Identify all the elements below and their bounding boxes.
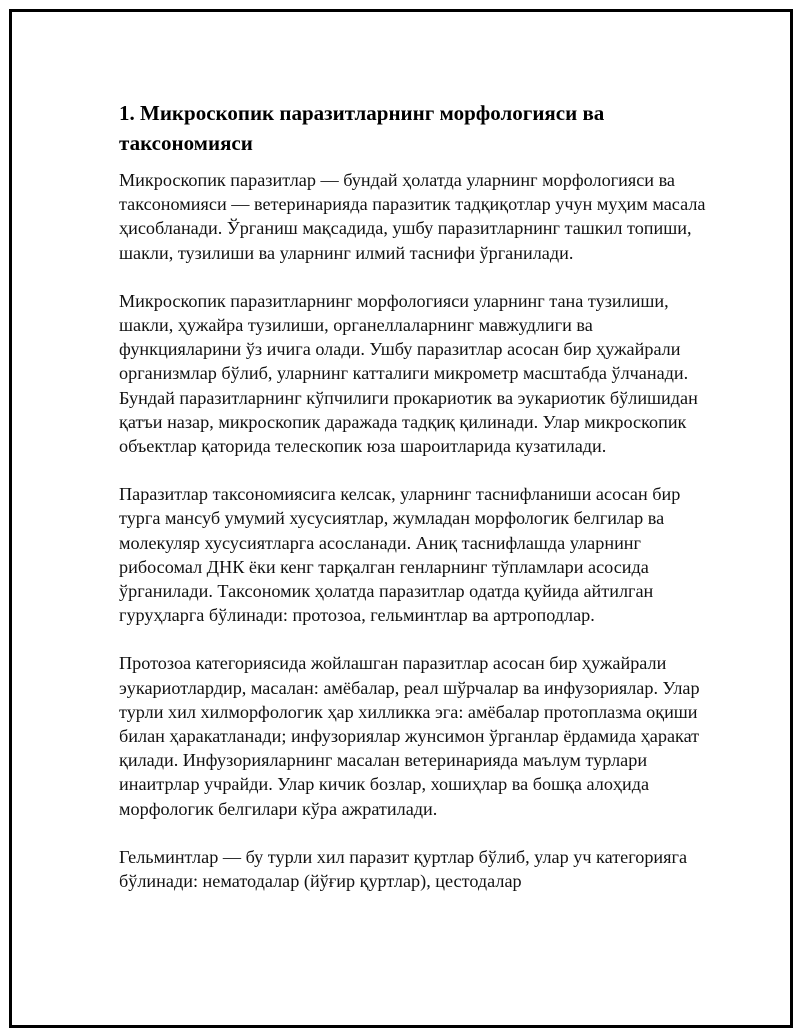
paragraph-1: Микроскопик паразитлар — бундай ҳолатда уларнинг морфологияси ва таксономияси — ветеринарияда паразитик тадқиқотлар учун муҳим масала ҳисобланади. Ўрганиш мақсадида, ушбу паразитларнинг ташкил топиши, шакли, тузилиши ва уларнинг илмий таснифи ўрганилади. (119, 170, 706, 263)
paragraph-5: Гельминтлар — бу турли хил паразит қуртлар бўлиб, улар уч категорияга бўлинади: нематодалар (йўғир қуртлар), цестодалар (119, 846, 688, 892)
document-body (119, 98, 709, 917)
paragraph-3: Паразитлар таксономиясига келсак, уларнинг таснифланиши асосан бир турга мансуб умумий хусусиятлар, жумладан морфологик белгилар ва молекуляр хусусиятларга асосланади. Аниқ таснифлашда уларнинг рибосомал ДНК ёки кенг тарқалган генларнинг тўпламлари асосида ўрганилади. Таксономик ҳолатда паразитлар одатда қуйида айтилган гуруҳларга бўлинади: протозоа, гельминтлар ва артроподлар. (119, 484, 681, 626)
page-frame (9, 9, 793, 1028)
paragraph-4: Протозоа категориясида жойлашган паразитлар асосан бир ҳужайрали эукариотлардир, масалан: амёбалар, реал шўрчалар ва инфузориялар. Улар турли хил хилморфологик ҳар хилликка эга: амёбалар протоплазма оқиши билан ҳаракатланади; инфузориялар жунсимон ўрганлар ёрдамида ҳаракат қилади. Инфузорияларнинг масалан ветеринарияда маълум турлари инаитрлар учрайди. Улар кичик бозлар, хошиҳлар ва бошқа алоҳида морфологик белгилари кўра ажратилади. (119, 653, 700, 819)
paragraph-2: Микроскопик паразитларнинг морфологияси уларнинг тана тузилиши, шакли, ҳужайра тузилиши, органеллаларнинг мавжудлиги ва функцияларини ўз ичига олади. Ушбу паразитлар асосан бир ҳужайрали организмлар бўлиб, уларнинг катталиги микрометр масштабда ўлчанади. Бундай паразитларнинг кўпчилиги прокариотик ва эукариотик бўлишидан қатъи назар, микроскопик даражада тадқиқ қилинади. Улар микроскопик объектлар қаторида телескопик юза шароитларида кузатилади. (119, 290, 698, 457)
section-heading: 1. Микроскопик паразитларнинг морфологияси ва таксономияси (119, 101, 605, 155)
